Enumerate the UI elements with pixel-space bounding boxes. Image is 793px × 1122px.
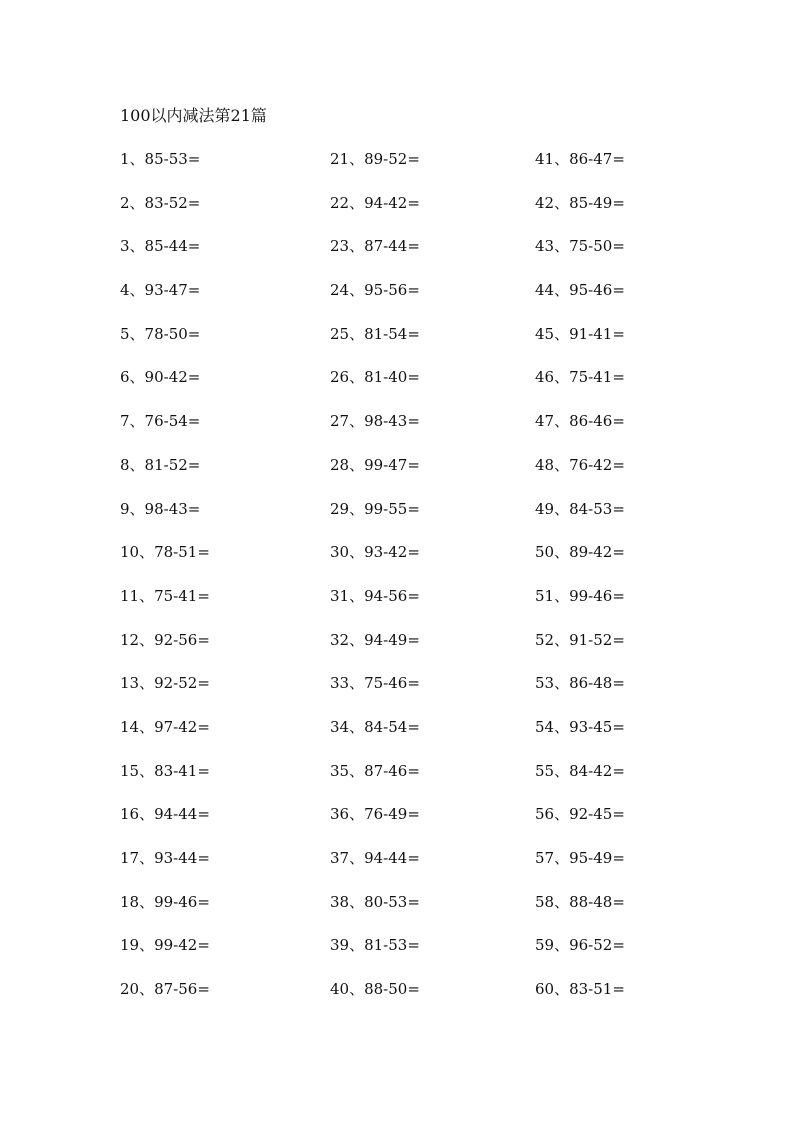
problem-item: 49、84-53= <box>535 499 625 518</box>
problem-item: 15、83-41= <box>120 761 210 780</box>
problem-item: 9、98-43= <box>120 499 201 518</box>
problem-item: 1、85-53= <box>120 150 201 168</box>
problem-item: 8、81-52= <box>120 455 201 474</box>
problem-item: 46、75-41= <box>535 368 625 387</box>
problem-item: 24、95-56= <box>330 281 420 300</box>
problem-item: 11、75-41= <box>120 586 210 605</box>
problem-item: 20、87-56= <box>120 980 210 999</box>
problem-item: 40、88-50= <box>330 980 420 999</box>
problem-item: 28、99-47= <box>330 455 420 474</box>
problem-item: 33、75-46= <box>330 674 420 693</box>
problem-item: 27、98-43= <box>330 412 420 431</box>
problem-item: 3、85-44= <box>120 237 201 256</box>
problem-item: 43、75-50= <box>535 237 625 256</box>
problem-item: 47、86-46= <box>535 412 625 431</box>
problem-item: 23、87-44= <box>330 237 420 256</box>
problem-grid <box>120 148 680 1022</box>
problem-item: 30、93-42= <box>330 543 420 562</box>
problem-item: 12、92-56= <box>120 630 210 649</box>
page-title: 100以内减法第21篇 <box>120 106 267 125</box>
problem-item: 19、99-42= <box>120 936 210 955</box>
problem-item: 16、94-44= <box>120 805 210 824</box>
problem-item: 26、81-40= <box>330 368 420 387</box>
problem-item: 14、97-42= <box>120 717 210 736</box>
problem-item: 4、93-47= <box>120 281 201 300</box>
problem-item: 60、83-51= <box>535 980 625 999</box>
problem-item: 39、81-53= <box>330 936 420 955</box>
problem-item: 37、94-44= <box>330 849 420 867</box>
problem-item: 52、91-52= <box>535 630 625 649</box>
problem-item: 10、78-51= <box>120 543 210 562</box>
problem-item: 7、76-54= <box>120 412 201 431</box>
problem-item: 25、81-54= <box>330 324 420 343</box>
problem-item: 57、95-49= <box>535 849 625 867</box>
problem-item: 18、99-46= <box>120 892 210 911</box>
problem-item: 54、93-45= <box>535 717 625 736</box>
problem-item: 34、84-54= <box>330 717 420 736</box>
problem-item: 45、91-41= <box>535 324 625 343</box>
problem-item: 51、99-46= <box>535 586 625 605</box>
problem-item: 58、88-48= <box>535 892 625 911</box>
problem-item: 56、92-45= <box>535 805 625 824</box>
problem-item: 32、94-49= <box>330 630 420 649</box>
problem-item: 6、90-42= <box>120 368 201 387</box>
problem-item: 48、76-42= <box>535 455 625 474</box>
problem-item: 44、95-46= <box>535 281 625 300</box>
problem-item: 38、80-53= <box>330 892 420 911</box>
problem-item: 59、96-52= <box>535 936 625 955</box>
problem-item: 17、93-44= <box>120 849 210 867</box>
problem-item: 5、78-50= <box>120 324 201 343</box>
problem-item: 55、84-42= <box>535 761 625 780</box>
problem-item: 21、89-52= <box>330 150 420 168</box>
problem-item: 50、89-42= <box>535 543 625 562</box>
problem-item: 2、83-52= <box>120 193 201 212</box>
problem-item: 29、99-55= <box>330 499 420 518</box>
problem-item: 31、94-56= <box>330 586 420 605</box>
problem-item: 41、86-47= <box>535 150 625 168</box>
problem-item: 42、85-49= <box>535 193 625 212</box>
problem-item: 13、92-52= <box>120 674 210 693</box>
problem-item: 53、86-48= <box>535 674 625 693</box>
problem-item: 22、94-42= <box>330 193 420 212</box>
problem-item: 35、87-46= <box>330 761 420 780</box>
problem-item: 36、76-49= <box>330 805 420 824</box>
